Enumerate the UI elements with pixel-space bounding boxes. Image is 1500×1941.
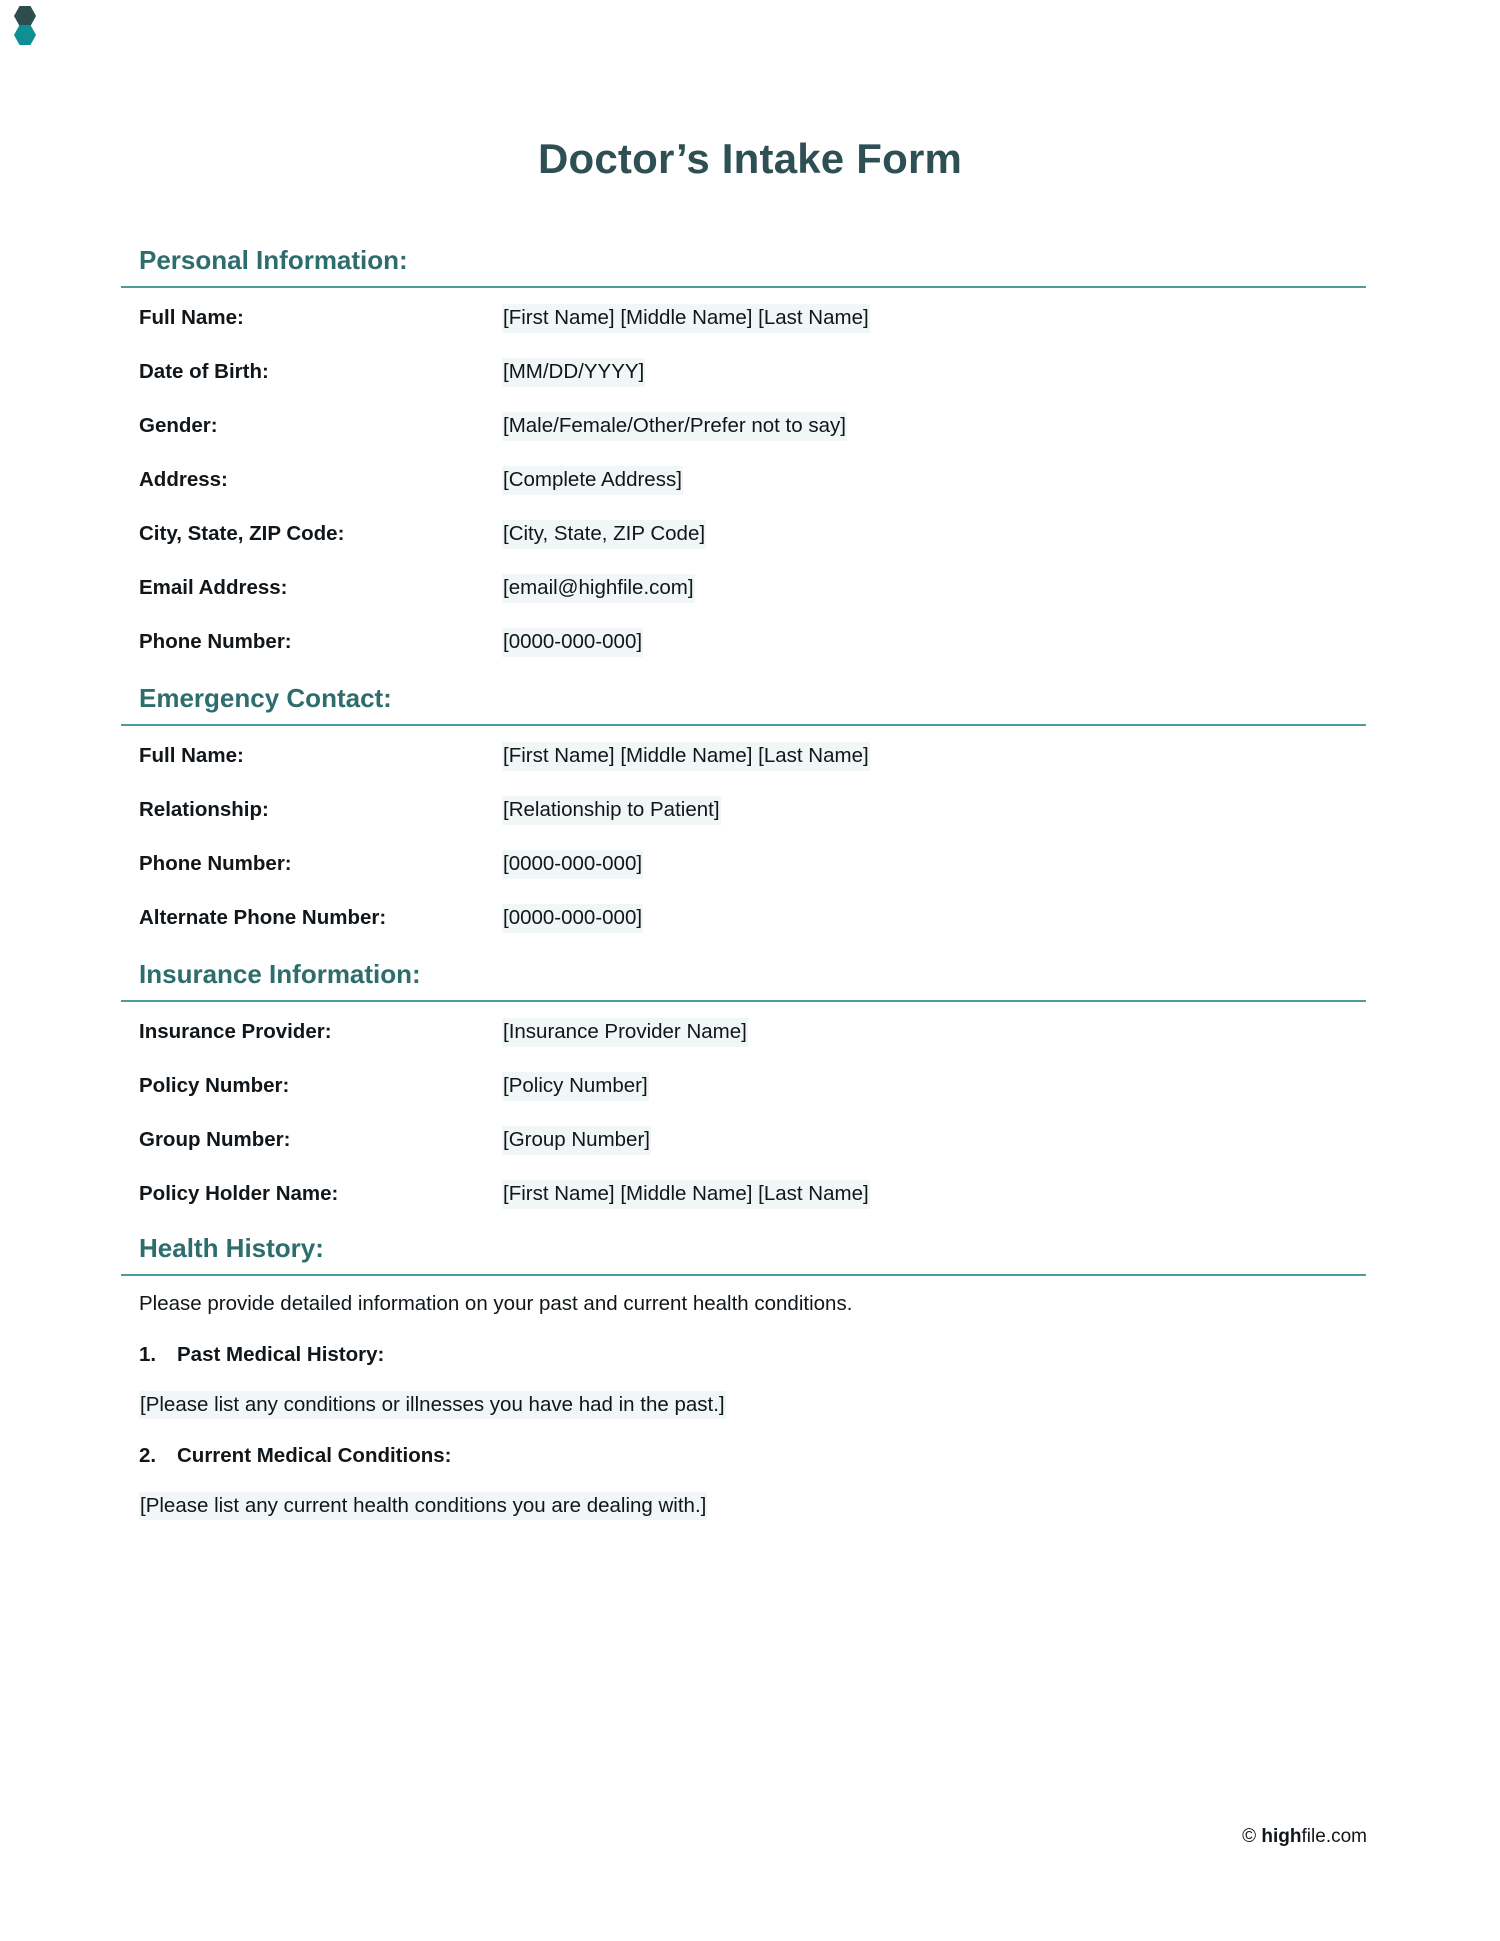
field-label: Gender: — [139, 414, 218, 437]
section-heading: Emergency Contact: — [139, 683, 392, 713]
health-history-item-2 — [121, 1444, 1366, 1468]
field-label: Alternate Phone Number: — [139, 906, 387, 929]
field-row-policy-number — [121, 1072, 1366, 1101]
field-row-address — [121, 466, 1366, 495]
section-insurance-information — [121, 959, 1366, 1209]
field-row-alternate-phone-number — [121, 904, 1366, 933]
logo-hexagon-top-icon — [14, 6, 36, 26]
field-label: Phone Number: — [139, 630, 292, 653]
copyright-symbol: © — [1242, 1826, 1262, 1847]
section-health-history — [121, 1233, 1366, 1518]
field-row-date-of-birth — [121, 358, 1366, 387]
page-title: Doctor’s Intake Form — [537, 135, 963, 182]
field-value[interactable]: [Relationship to Patient] — [502, 796, 721, 825]
section-divider — [121, 1274, 1366, 1276]
section-divider — [121, 1000, 1366, 1002]
section-emergency-contact — [121, 683, 1366, 933]
field-value[interactable]: [City, State, ZIP Code] — [502, 520, 706, 549]
field-row-insurance-provider — [121, 1018, 1366, 1047]
section-heading: Personal Information: — [139, 245, 408, 275]
answer-placeholder[interactable]: [Please list any current health conditions you are dealing with.] — [139, 1492, 707, 1520]
field-value[interactable]: [Complete Address] — [502, 466, 683, 495]
field-label: Email Address: — [139, 576, 288, 599]
list-item-label: Past Medical History: — [177, 1343, 385, 1366]
section-divider — [121, 286, 1366, 288]
list-item-label: Current Medical Conditions: — [177, 1444, 452, 1467]
footer-copyright — [1242, 1826, 1367, 1848]
field-value[interactable]: [Policy Number] — [502, 1072, 649, 1101]
field-row-city-state-zip — [121, 520, 1366, 549]
field-label: Full Name: — [139, 744, 244, 767]
field-label: Phone Number: — [139, 852, 292, 875]
field-label: Insurance Provider: — [139, 1020, 332, 1043]
field-label: Full Name: — [139, 306, 244, 329]
brand-name-bold: high — [1261, 1826, 1302, 1847]
health-history-answer-2 — [121, 1494, 1366, 1518]
field-value[interactable]: [First Name] [Middle Name] [Last Name] — [502, 742, 870, 771]
health-history-intro: Please provide detailed information on your past and current health conditions. — [139, 1292, 853, 1315]
section-heading: Insurance Information: — [139, 959, 421, 989]
field-value[interactable]: [0000-000-000] — [502, 628, 643, 657]
list-number: 1. — [139, 1343, 157, 1366]
field-row-email-address — [121, 574, 1366, 603]
logo-hexagon-bottom-icon — [14, 25, 36, 45]
field-value[interactable]: [Insurance Provider Name] — [502, 1018, 748, 1047]
form-content — [121, 245, 1366, 1545]
field-label: Policy Holder Name: — [139, 1182, 339, 1205]
field-row-policy-holder-name — [121, 1180, 1366, 1209]
field-label: Date of Birth: — [139, 360, 269, 383]
field-value[interactable]: [0000-000-000] — [502, 904, 643, 933]
field-row-phone-number — [121, 628, 1366, 657]
field-row-relationship — [121, 796, 1366, 825]
field-row-group-number — [121, 1126, 1366, 1155]
highfile-logo — [14, 6, 48, 50]
field-row-gender — [121, 412, 1366, 441]
list-number: 2. — [139, 1444, 157, 1467]
field-value[interactable]: [First Name] [Middle Name] [Last Name] — [502, 1180, 870, 1209]
section-divider — [121, 724, 1366, 726]
section-personal-information — [121, 245, 1366, 657]
section-heading: Health History: — [139, 1233, 324, 1263]
field-value[interactable]: [Male/Female/Other/Prefer not to say] — [502, 412, 847, 441]
field-label: Group Number: — [139, 1128, 291, 1151]
health-history-item-1 — [121, 1343, 1366, 1367]
field-label: City, State, ZIP Code: — [139, 522, 345, 545]
field-label: Relationship: — [139, 798, 269, 821]
brand-name-rest: file.com — [1301, 1826, 1367, 1847]
field-value[interactable]: [0000-000-000] — [502, 850, 643, 879]
field-row-emergency-full-name — [121, 742, 1366, 771]
field-row-full-name — [121, 304, 1366, 333]
field-value[interactable]: [Group Number] — [502, 1126, 651, 1155]
field-value[interactable]: [email@highfile.com] — [502, 574, 695, 603]
field-value[interactable]: [MM/DD/YYYY] — [502, 358, 645, 387]
field-label: Policy Number: — [139, 1074, 290, 1097]
answer-placeholder[interactable]: [Please list any conditions or illnesses you have had in the past.] — [139, 1391, 726, 1419]
field-value[interactable]: [First Name] [Middle Name] [Last Name] — [502, 304, 870, 333]
field-row-emergency-phone-number — [121, 850, 1366, 879]
health-history-answer-1 — [121, 1393, 1366, 1417]
field-label: Address: — [139, 468, 228, 491]
